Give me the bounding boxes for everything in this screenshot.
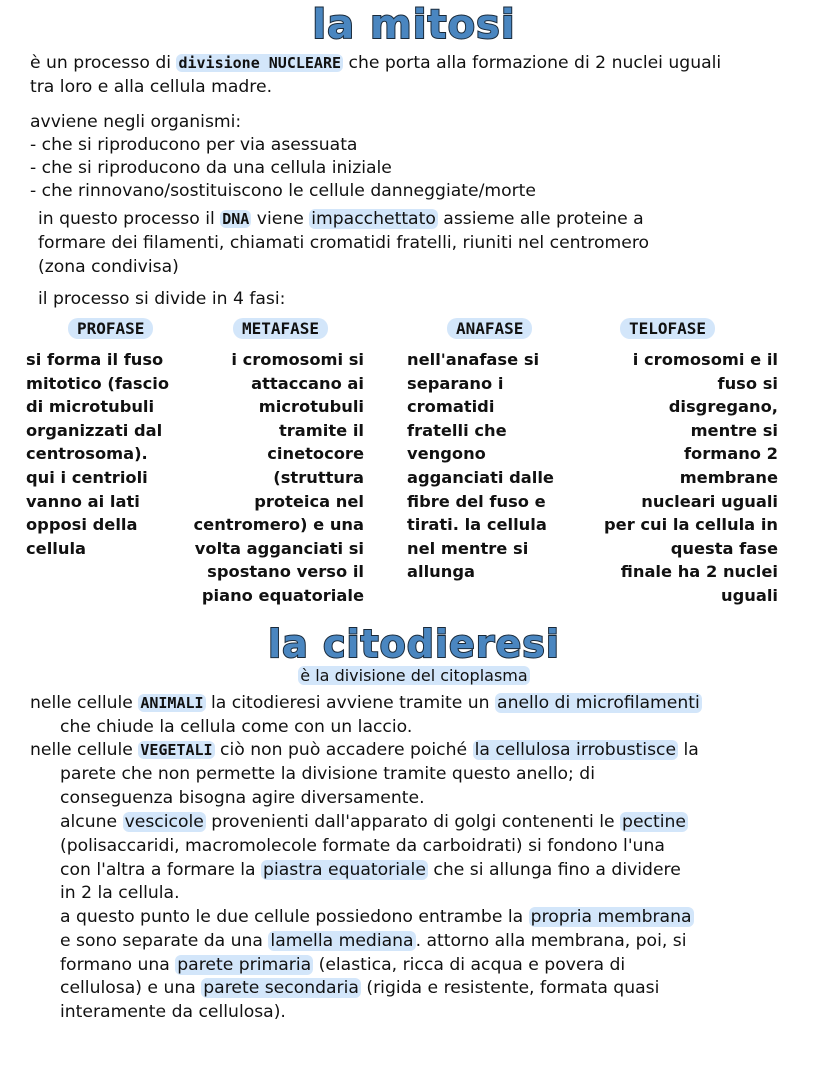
organism-item-3: - che rinnovano/sostituiscono le cellule danneggiate/morte — [30, 181, 536, 201]
mem-line-5: interamente da cellulosa). — [60, 1002, 286, 1022]
mem-line-3: formano una parete primaria (elastica, ricca di acqua e povera di — [60, 955, 626, 975]
ves-line-3: con l'altra a formare la piastra equatoriale che si allunga fino a dividere — [60, 860, 681, 880]
phase-heading-metafase: METAFASE — [233, 318, 328, 339]
phase-heading-anafase: ANAFASE — [447, 318, 532, 339]
veg-line-2: parete che non permette la divisione tramite questo anello; di — [60, 764, 595, 784]
veg-line-3: conseguenza bisogna agire diversamente. — [60, 788, 425, 808]
mitosi-title: la mitosi — [312, 2, 516, 48]
ves-line-2: (polisaccaridi, macromolecole formate da carboidrati) si fondono l'una — [60, 836, 665, 856]
dna-line-3: (zona condivisa) — [38, 257, 179, 277]
animal-line-2: che chiude la cellula come con un laccio. — [60, 717, 413, 737]
citodieresi-subtitle: è la divisione del citoplasma — [300, 666, 528, 685]
phase-text-anafase: nell'anafase si separano i cromatidi fratelli che vengono agganciati dalle fibre del fuso e tirati. la cellula nel mentre si allunga — [407, 350, 554, 582]
organisms-head: avviene negli organismi: — [30, 112, 242, 132]
mem-line-2: e sono separate da una lamella mediana . attorno alla membrana, poi, si — [60, 931, 687, 951]
veg-line-1: nelle cellule VEGETALI ciò non può accadere poiché la cellulosa irrobustisce la — [30, 740, 699, 760]
intro-line-2: tra loro e alla cellula madre. — [30, 77, 273, 97]
ves-line-4: in 2 la cellula. — [60, 883, 180, 903]
mem-line-4: cellulosa) e una parete secondaria (rigida e resistente, formata quasi — [60, 978, 660, 998]
citodieresi-title: la citodieresi — [268, 622, 560, 666]
phase-text-profase: si forma il fuso mitotico (fascio di microtubuli organizzati dal centrosoma). qui i centrioli vanno ai lati opposi della cellula — [26, 350, 170, 558]
animal-line-1: nelle cellule ANIMALI la citodieresi avviene tramite un anello di microfilamenti — [30, 693, 700, 713]
phase-heading-profase: PROFASE — [68, 318, 153, 339]
ves-line-1: alcune vescicole provenienti dall'apparato di golgi contenenti le pectine — [60, 812, 686, 832]
phases-intro: il processo si divide in 4 fasi: — [38, 289, 286, 309]
phase-heading-telofase: TELOFASE — [620, 318, 715, 339]
phase-text-metafase: i cromosomi si attaccano ai microtubuli tramite il cinetocore (struttura proteica nel centromero) e una volta agganciati si spostano verso il piano equatoriale — [193, 350, 364, 605]
dna-line-2: formare dei filamenti, chiamati cromatidi fratelli, riuniti nel centromero — [38, 233, 650, 253]
mem-line-1: a questo punto le due cellule possiedono entrambe la propria membrana — [60, 907, 692, 927]
phase-text-telofase: i cromosomi e il fuso si disgregano, mentre si formano 2 membrane nucleari uguali per cui la cellula in questa fase finale ha 2 nuclei uguali — [604, 350, 778, 605]
organism-item-2: - che si riproducono da una cellula iniziale — [30, 158, 392, 178]
intro-line-1: è un processo di divisione NUCLEARE che porta alla formazione di 2 nuclei uguali — [30, 53, 722, 73]
organism-item-1: - che si riproducono per via asessuata — [30, 135, 358, 155]
dna-line-1: in questo processo il DNA viene impacchettato assieme alle proteine a — [38, 209, 644, 229]
